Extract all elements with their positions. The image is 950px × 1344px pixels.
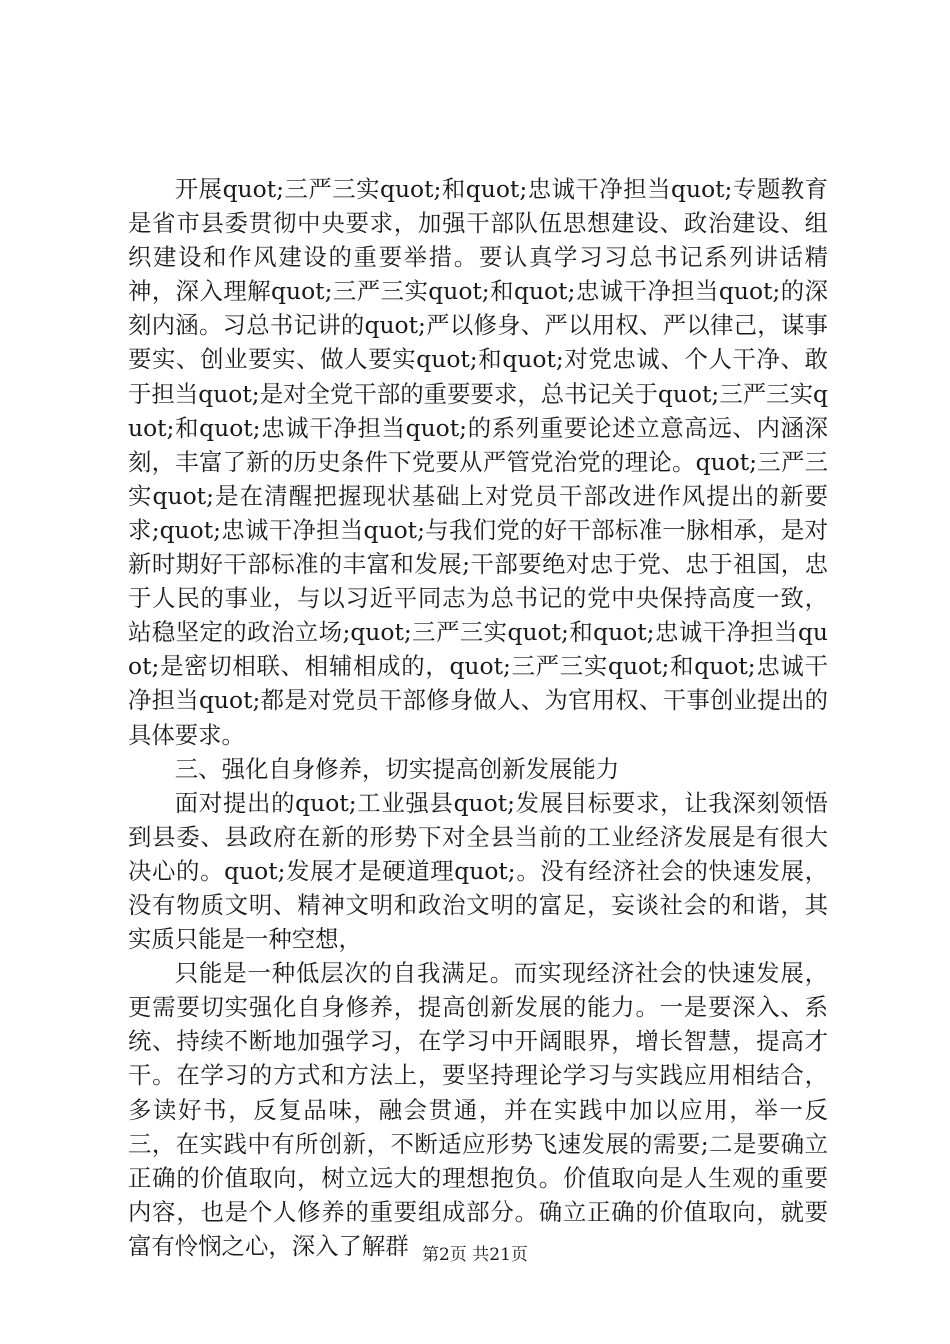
paragraph-2: 面对提出的quot;工业强县quot;发展目标要求，让我深刻领悟到县委、县政府在新的形势下对全县当前的工业经济发展是有很大决心的。quot;发展才是硬道理quot;。没有经济社会的快速发展，没有物质文明、精神文明和政治文明的富足，妄谈社会的和谐，其实质只能是一种空想， (128, 788, 828, 954)
section-heading: 三、强化自身修养，切实提高创新发展能力 (174, 754, 620, 783)
paragraph-1: 开展quot;三严三实quot;和quot;忠诚干净担当quot;专题教育是省市县委贯彻中央要求，加强干部队伍思想建设、政治建设、组织建设和作风建设的重要举措。要认真学习习总书记系列讲话精神，深入理解quot;三严三实quot;和quot;忠诚干净担当quot;的深刻内涵。习总书记讲的quot;严以修身、严以用权、严以律己，谋事要实、创业要实、做人要实quot;和quot;对党忠诚、个人干净、敢于担当quot;是对全党干部的重要要求，总书记关于quot;三严三实quot;和quot;忠诚干净担当quot;的系列重要论述立意高远、内涵深刻，丰富了新的历史条件下党要从严管党治党的理论。quot;三严三实quot;是在清醒把握现状基础上对党员干部改进作风提出的新要求;quot;忠诚干净担当quot;与我们党的好干部标准一脉相承，是对新时期好干部标准的丰富和发展;干部要绝对忠于党、忠于祖国，忠于人民的事业，与以习近平同志为总书记的党中央保持高度一致，站稳坚定的政治立场;quot;三严三实quot;和quot;忠诚干净担当quot;是密切相联、相辅相成的，quot;三严三实quot;和quot;忠诚干净担当quot;都是对党员干部修身做人、为官用权、干事创业提出的具体要求。 (128, 175, 828, 749)
page-number-footer: 第2页 共21页 (422, 1245, 528, 1265)
paragraph-3: 只能是一种低层次的自我满足。而实现经济社会的快速发展，更需要切实强化自身修养，提高创新发展的能力。一是要深入、系统、持续不断地加强学习，在学习中开阔眼界，增长智慧，提高才干。在学习的方式和方法上，要坚持理论学习与实践应用相结合，多读好书，反复品味，融会贯通，并在实践中加以应用，举一反三，在实践中有所创新，不断适应形势飞速发展的需要;二是要确立正确的价值取向，树立远大的理想抱负。价值取向是人生观的重要内容，也是个人修养的重要组成部分。确立正确的价值取向，就要富有怜悯之心，深入了解群 (128, 959, 828, 1260)
document-body (128, 172, 828, 1263)
